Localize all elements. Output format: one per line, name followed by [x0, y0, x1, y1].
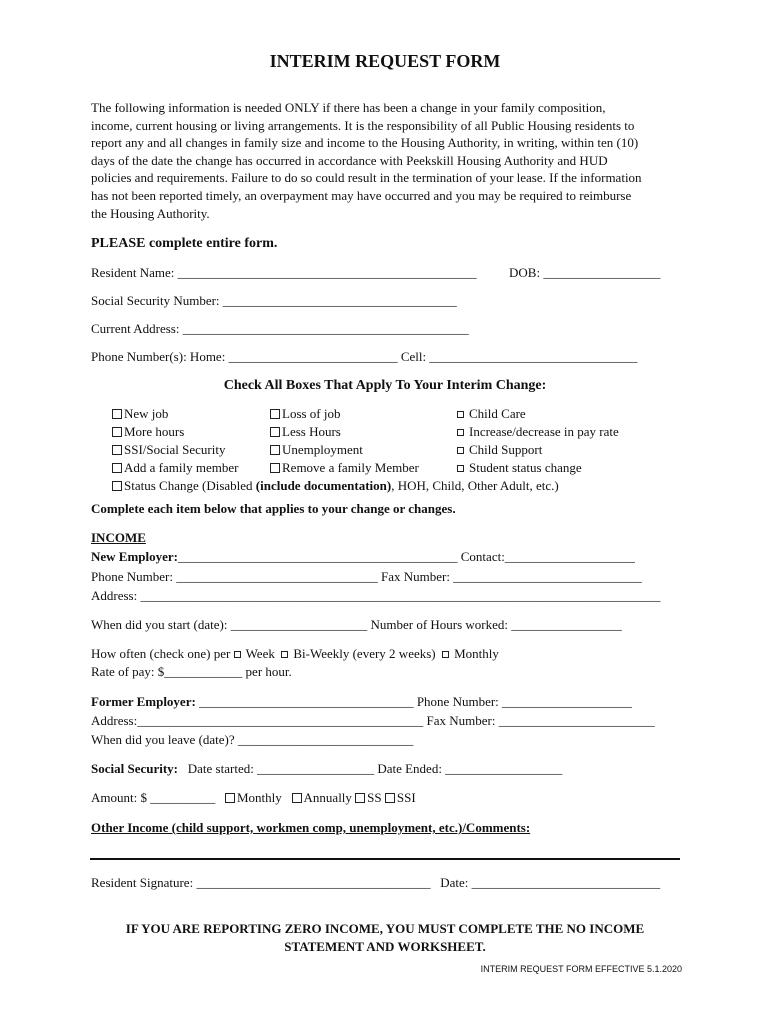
current-address-label: Current Address:	[91, 321, 180, 336]
start-date-label: When did you start (date):	[91, 617, 228, 632]
checkbox-week[interactable]	[234, 651, 241, 658]
intro-line: the Housing Authority.	[91, 205, 210, 221]
checkbox-monthly[interactable]	[442, 651, 449, 658]
checkbox-label: Remove a family Member	[282, 460, 419, 475]
checkbox-label: Child Support	[469, 442, 543, 457]
former-address-field[interactable]: ____________________________________________	[137, 713, 424, 728]
phone-row	[91, 348, 637, 365]
intro-paragraph	[91, 99, 691, 222]
checkbox-unemployment[interactable]	[270, 441, 363, 458]
checkbox-ss-monthly[interactable]	[225, 793, 235, 803]
checkbox-ss[interactable]	[355, 793, 365, 803]
ss-amount-field[interactable]: __________	[150, 790, 216, 805]
checkbox-child-support[interactable]	[457, 441, 542, 458]
checkbox-box[interactable]	[457, 429, 464, 436]
contact-field[interactable]: ____________________	[504, 549, 635, 564]
new-employer-row	[91, 548, 635, 565]
checkbox-more-hours[interactable]	[112, 423, 184, 440]
rate-of-pay-row	[91, 663, 292, 680]
checkbox-add-family-member[interactable]	[112, 459, 238, 476]
checkbox-box[interactable]	[112, 409, 122, 419]
home-phone-label: Phone Number(s): Home:	[91, 349, 226, 364]
ssn-label: Social Security Number:	[91, 293, 220, 308]
new-employer-label: New Employer:	[91, 549, 179, 564]
checkbox-child-care[interactable]	[457, 405, 526, 422]
checkbox-label: Unemployment	[282, 442, 363, 457]
checkbox-box[interactable]	[270, 427, 280, 437]
former-fax-field[interactable]: ________________________	[498, 713, 655, 728]
social-security-label: Social Security:	[91, 761, 179, 776]
current-address-row	[91, 320, 469, 337]
ss-date-started-label: Date started:	[187, 761, 254, 776]
intro-line: has not been reported timely, an overpayment may have occurred and you may be required to reimburse	[91, 187, 632, 203]
resident-name-row	[91, 264, 477, 281]
checkbox-label: Student status change	[469, 460, 582, 475]
employer-address-row	[91, 587, 660, 604]
signature-row	[91, 874, 660, 891]
intro-line: days of the date the change has occurred in accordance with Peekskill Housing Authority and HUD	[91, 152, 608, 168]
cell-phone-label: Cell:	[400, 349, 427, 364]
footer-effective-date: INTERIM REQUEST FORM EFFECTIVE 5.1.2020	[480, 964, 682, 974]
checkbox-ss-annually[interactable]	[292, 793, 302, 803]
checkbox-ssi[interactable]	[385, 793, 395, 803]
ssn-field[interactable]: ____________________________________	[222, 293, 457, 308]
ss-date-started-field[interactable]: __________________	[257, 761, 375, 776]
signature-field[interactable]: ____________________________________	[196, 875, 431, 890]
former-employer-label: Former Employer:	[91, 694, 196, 709]
checkbox-box[interactable]	[112, 463, 122, 473]
checkbox-label: Less Hours	[282, 424, 341, 439]
checkbox-box[interactable]	[112, 427, 122, 437]
resident-name-field[interactable]: ______________________________________________	[177, 265, 477, 280]
checkbox-box[interactable]	[457, 465, 464, 472]
checkbox-remove-family-member[interactable]	[270, 459, 419, 476]
checkbox-label: Status Change (Disabled	[124, 478, 256, 493]
option-ss: SS	[367, 790, 382, 805]
checkbox-label: Add a family member	[124, 460, 239, 475]
start-date-field[interactable]: _____________________	[230, 617, 368, 632]
other-income-heading: Other Income (child support, workmen comp, unemployment, etc.)/Comments:	[91, 820, 531, 835]
checkbox-less-hours[interactable]	[270, 423, 341, 440]
option-ss-annually: Annually	[303, 790, 352, 805]
rate-of-pay-field[interactable]: ____________	[164, 664, 243, 679]
resident-name-label: Resident Name:	[91, 265, 175, 280]
leave-date-row	[91, 731, 413, 748]
signature-label: Resident Signature:	[91, 875, 194, 890]
intro-line: policies and requirements. Failure to do so could result in the termination of your lease. If the information	[91, 170, 642, 186]
employer-phone-row	[91, 568, 642, 585]
former-phone-label: Phone Number:	[416, 694, 499, 709]
checkbox-label: New job	[124, 406, 169, 421]
comments-line[interactable]	[90, 858, 680, 860]
rate-of-pay-label: Rate of pay: $	[91, 664, 165, 679]
cell-phone-field[interactable]: ________________________________	[429, 349, 638, 364]
option-week: Week	[245, 646, 275, 661]
employer-fax-field[interactable]: _____________________________	[453, 569, 642, 584]
home-phone-field[interactable]: __________________________	[228, 349, 398, 364]
current-address-field[interactable]: ____________________________________________	[182, 321, 469, 336]
former-phone-field[interactable]: ____________________	[502, 694, 633, 709]
ss-amount-label: Amount: $	[91, 790, 147, 805]
hours-worked-field[interactable]: _________________	[511, 617, 622, 632]
checkbox-student-status[interactable]	[457, 459, 582, 476]
checkbox-label: More hours	[124, 424, 185, 439]
checkbox-status-change[interactable]	[112, 477, 559, 494]
checkbox-heading: Check All Boxes That Apply To Your Interim Change:	[223, 378, 547, 393]
ss-date-ended-label: Date Ended:	[377, 761, 442, 776]
signature-date-label: Date:	[440, 875, 469, 890]
ss-amount-row	[91, 789, 416, 806]
start-date-row	[91, 616, 622, 633]
checkbox-pay-rate-change[interactable]	[457, 423, 619, 440]
option-ss-monthly: Monthly	[236, 790, 282, 805]
intro-line: income, current housing or living arrangements. It is the responsibility of all Public Housing residents to	[91, 117, 635, 133]
dob-field[interactable]: __________________	[543, 265, 661, 280]
checkbox-label: Child Care	[469, 406, 526, 421]
employer-address-label: Address:	[91, 588, 138, 603]
checkbox-box[interactable]	[457, 447, 464, 454]
option-monthly: Monthly	[454, 646, 499, 661]
checkbox-box[interactable]	[112, 481, 122, 491]
checkbox-box[interactable]	[270, 409, 280, 419]
dob-label: DOB:	[509, 265, 541, 280]
checkbox-label: Loss of job	[282, 406, 341, 421]
new-employer-field[interactable]: ___________________________________________	[178, 549, 458, 564]
checkbox-biweekly[interactable]	[281, 651, 288, 658]
checkbox-box[interactable]	[270, 445, 280, 455]
zero-income-notice-line2: STATEMENT AND WORKSHEET.	[284, 939, 486, 954]
zero-income-notice-line1: IF YOU ARE REPORTING ZERO INCOME, YOU MUST COMPLETE THE NO INCOME	[125, 921, 645, 936]
ss-date-ended-field[interactable]: __________________	[445, 761, 563, 776]
checkbox-loss-of-job[interactable]	[270, 405, 341, 422]
leave-date-label: When did you leave (date)?	[91, 732, 235, 747]
option-biweekly: Bi-Weekly (every 2 weeks)	[293, 646, 436, 661]
employer-phone-label: Phone Number:	[91, 569, 173, 584]
checkbox-label: SSI/Social Security	[124, 442, 226, 457]
rate-of-pay-suffix: per hour.	[245, 664, 292, 679]
checkbox-label: Increase/decrease in pay rate	[469, 424, 619, 439]
signature-date-field[interactable]: _____________________________	[471, 875, 661, 890]
dob-row	[509, 264, 660, 281]
pay-frequency-label: How often (check one) per	[91, 646, 231, 661]
checkbox-label-emphasis: (include documentation)	[255, 478, 392, 493]
leave-date-field[interactable]: ___________________________	[237, 732, 414, 747]
contact-label: Contact:	[460, 549, 505, 564]
checkbox-box[interactable]	[112, 445, 122, 455]
checkbox-box[interactable]	[270, 463, 280, 473]
checkbox-new-job[interactable]	[112, 405, 168, 422]
pay-frequency-row	[91, 645, 499, 662]
ssn-row	[91, 292, 457, 309]
employer-address-field[interactable]: ________________________________________________________________________________	[140, 588, 661, 603]
checkbox-label: , HOH, Child, Other Adult, etc.)	[391, 478, 559, 493]
former-employer-row	[91, 693, 632, 710]
option-ssi: SSI	[396, 790, 416, 805]
employer-phone-field[interactable]: _______________________________	[176, 569, 378, 584]
income-heading: INCOME	[91, 530, 146, 545]
employer-fax-label: Fax Number:	[380, 569, 450, 584]
former-employer-field[interactable]: _________________________________	[199, 694, 414, 709]
former-fax-label: Fax Number:	[426, 713, 496, 728]
complete-each-instruction: Complete each item below that applies to your change or changes.	[91, 501, 456, 516]
intro-line: report any and all changes in family size and income to the Housing Authority, in writing, within ten (10)	[91, 135, 639, 151]
checkbox-box[interactable]	[457, 411, 464, 418]
please-complete-heading: PLEASE complete entire form.	[91, 236, 278, 251]
hours-worked-label: Number of Hours worked:	[370, 617, 509, 632]
intro-line: The following information is needed ONLY if there has been a change in your family composition,	[91, 100, 606, 115]
checkbox-ssi-social-security[interactable]	[112, 441, 225, 458]
former-address-label: Address:	[91, 713, 138, 728]
social-security-row	[91, 760, 562, 777]
former-address-row	[91, 712, 655, 729]
page-title: INTERIM REQUEST FORM	[269, 51, 501, 71]
